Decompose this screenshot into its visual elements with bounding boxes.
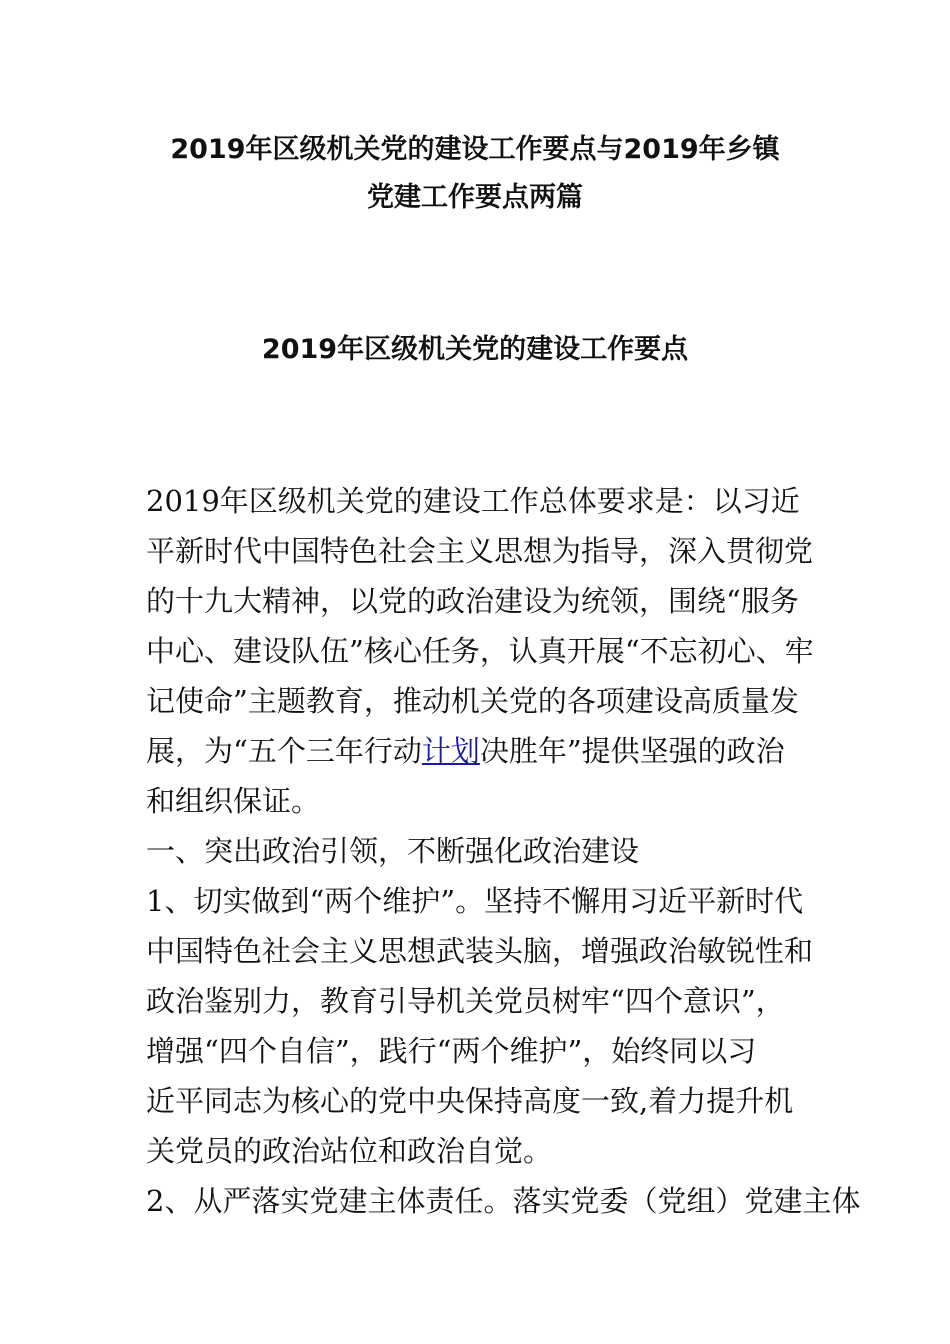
paragraph-line: 2019年区级机关党的建设工作总体要求是：以习近 — [146, 484, 800, 518]
document-title-line: 2019年区级机关党的建设工作要点与2019年乡镇 — [170, 134, 780, 165]
paragraph-line: 关党员的政治站位和政治自觉。 — [146, 1134, 553, 1168]
paragraph-line: 增强“四个自信”，践行“两个维护”，始终同以习 — [146, 1034, 757, 1068]
section-title: 2019年区级机关党的建设工作要点 — [261, 334, 689, 365]
paragraph-line: 近平同志为核心的党中央保持高度一致,着力提升机 — [146, 1084, 794, 1118]
paragraph-line: 1、切实做到“两个维护”。坚持不懈用习近平新时代 — [146, 884, 804, 918]
paragraph-line: 2、从严落实党建主体责任。落实党委（党组）党建主体 — [146, 1184, 861, 1218]
paragraph-line: 记使命”主题教育，推动机关党的各项建设高质量发 — [146, 684, 799, 718]
section-heading: 一、突出政治引领，不断强化政治建设 — [146, 834, 640, 868]
paragraph-text: 展，为“五个三年行动 — [146, 734, 422, 768]
document-title-line: 党建工作要点两篇 — [367, 182, 583, 213]
paragraph-line: 中心、建设队伍”核心任务，认真开展“不忘初心、牢 — [146, 634, 814, 668]
paragraph-line: 的十九大精神，以党的政治建设为统领，围绕“服务 — [146, 584, 799, 618]
paragraph-line: 和组织保证。 — [146, 784, 321, 818]
plan-link[interactable]: 计划 — [421, 734, 480, 768]
document-body — [146, 476, 861, 1226]
paragraph-line: 中国特色社会主义思想武装头脑，增强政治敏锐性和 — [146, 934, 814, 968]
paragraph-text: 决胜年”提供坚强的政治 — [479, 734, 785, 768]
paragraph-line: 政治鉴别力，教育引导机关党员树牢“四个意识”， — [146, 984, 785, 1018]
paragraph-line: 平新时代中国特色社会主义思想为指导，深入贯彻党 — [146, 534, 814, 568]
paragraph-line — [146, 726, 816, 776]
document-title — [100, 126, 850, 222]
